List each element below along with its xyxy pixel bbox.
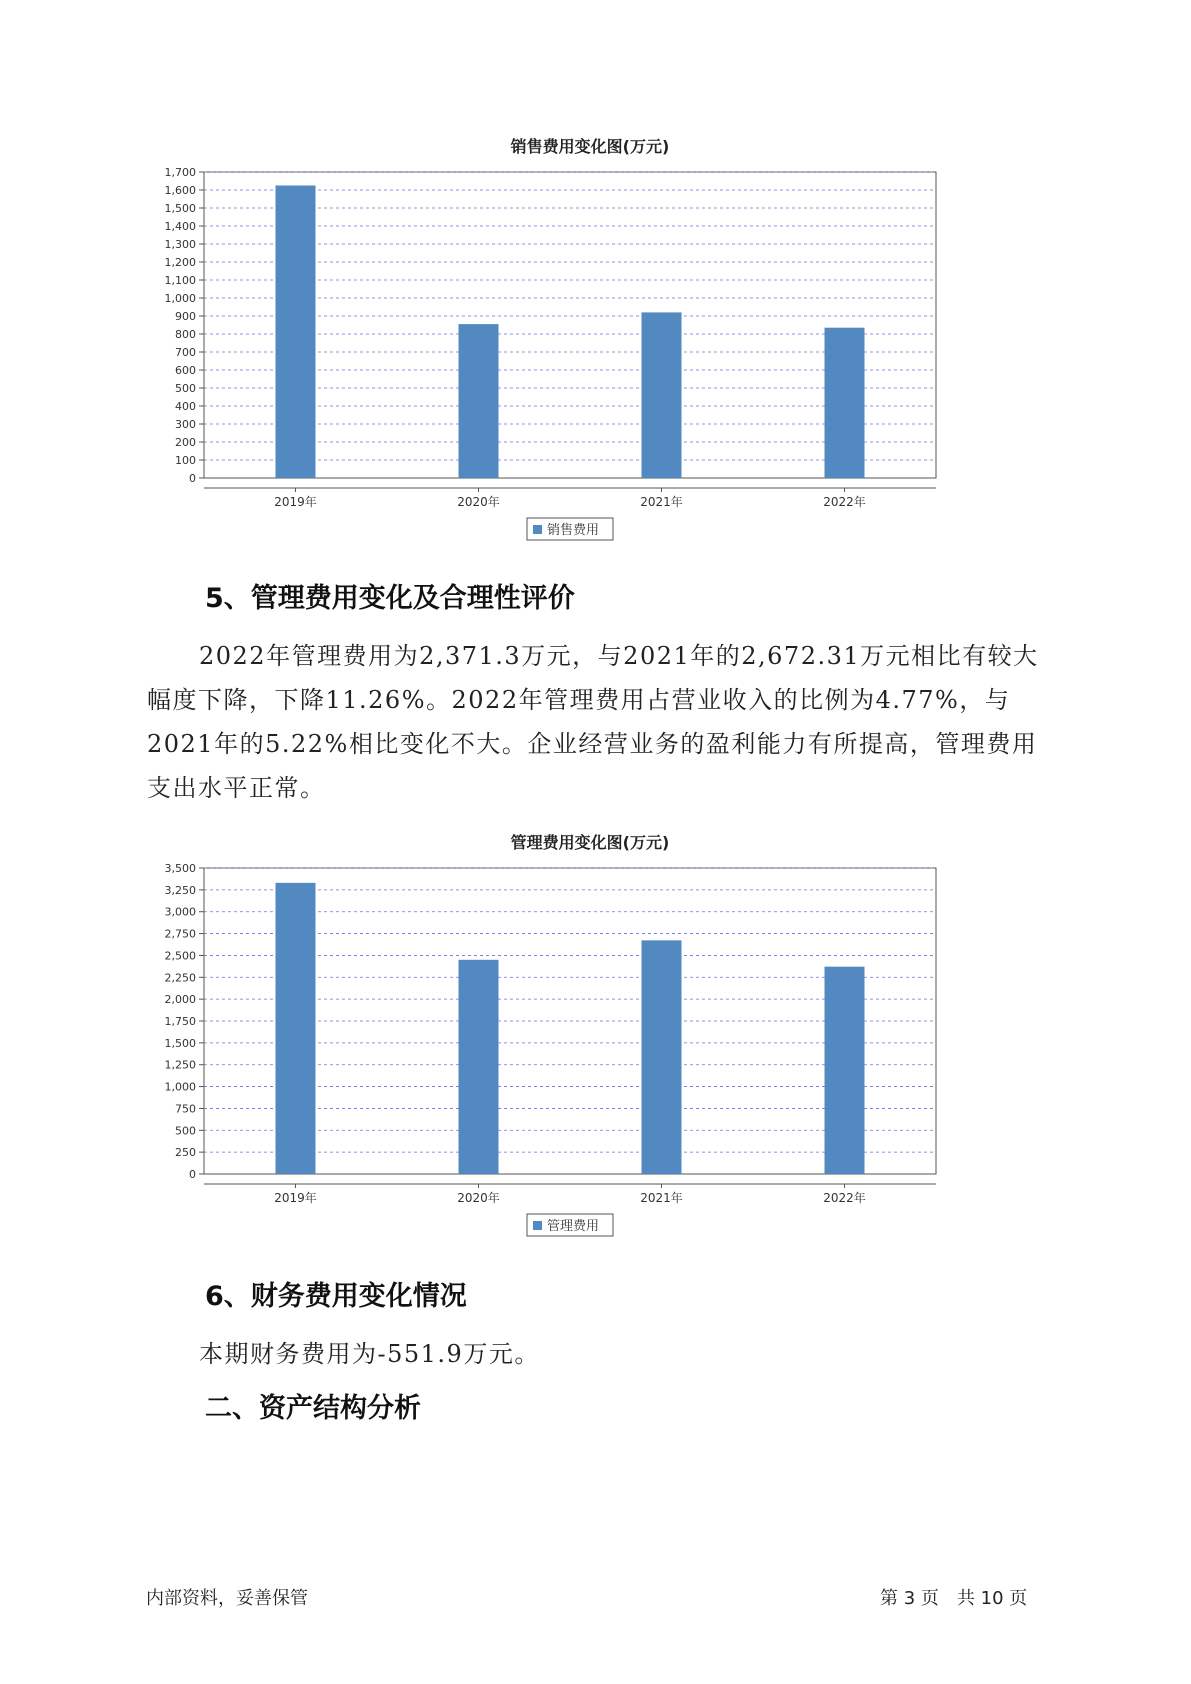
x-tick-label: 2021年	[640, 495, 683, 509]
legend-label: 管理费用	[547, 1219, 600, 1234]
x-tick-label: 2022年	[823, 1191, 866, 1205]
y-tick-label: 1,700	[164, 166, 196, 179]
y-tick-label: 700	[175, 346, 196, 359]
y-tick-label: 400	[175, 400, 196, 413]
bar	[642, 940, 682, 1174]
y-tick-label: 2,500	[164, 949, 196, 963]
chart-title: 管理费用变化图(万元)	[510, 833, 670, 852]
y-tick-label: 250	[175, 1146, 196, 1160]
x-tick-label: 2021年	[640, 1191, 683, 1205]
y-tick-label: 1,500	[164, 1036, 196, 1050]
bar	[459, 960, 499, 1174]
y-tick-label: 2,000	[164, 993, 196, 1007]
y-tick-label: 0	[189, 472, 196, 485]
chart-title: 销售费用变化图(万元)	[510, 137, 670, 156]
y-tick-label: 1,100	[164, 274, 196, 287]
y-tick-label: 300	[175, 418, 196, 431]
y-tick-label: 3,000	[164, 905, 196, 919]
x-tick-label: 2019年	[274, 1191, 317, 1205]
y-tick-label: 1,200	[164, 256, 196, 269]
y-tick-label: 1,300	[164, 238, 196, 251]
y-tick-label: 500	[175, 382, 196, 395]
bar	[276, 883, 316, 1174]
y-tick-label: 1,000	[164, 1080, 196, 1094]
x-tick-label: 2022年	[823, 495, 866, 509]
x-tick-label: 2020年	[457, 495, 500, 509]
section6-heading: 6、财务费用变化情况	[205, 1281, 467, 1312]
footer-right: 第 3 页 共 10 页	[880, 1588, 1028, 1609]
x-tick-label: 2019年	[274, 495, 317, 509]
bar	[642, 312, 682, 478]
y-tick-label: 900	[175, 310, 196, 323]
section5-text: 2022年管理费用为2,371.3万元，与2021年的2,672.31万元相比有较大幅度下降，下降11.26%。2022年管理费用占营业收入的比例为4.77%，与2021年的5.22%相比变化不大。企业经营业务的盈利能力有所提高，管理费用支出水平正常。	[147, 642, 1039, 802]
y-tick-label: 1,000	[164, 292, 196, 305]
legend-swatch	[533, 525, 542, 534]
sales-expense-chart	[150, 130, 1030, 550]
y-tick-label: 1,250	[164, 1058, 196, 1072]
section6-paragraph	[147, 1332, 1057, 1376]
bar	[276, 186, 316, 479]
chart-svg	[150, 130, 1030, 550]
bar	[825, 967, 865, 1174]
bar	[459, 324, 499, 478]
bar	[825, 328, 865, 478]
y-tick-label: 2,250	[164, 971, 196, 985]
legend-swatch	[533, 1221, 542, 1230]
section5-paragraph	[147, 634, 1057, 810]
y-tick-label: 0	[189, 1168, 196, 1181]
y-tick-label: 1,500	[164, 202, 196, 215]
y-tick-label: 750	[175, 1102, 196, 1116]
section-two-heading: 二、资产结构分析	[205, 1393, 421, 1424]
y-tick-label: 1,750	[164, 1015, 196, 1028]
y-tick-label: 1,400	[164, 220, 196, 233]
section6-text: 本期财务费用为-551.9万元。	[199, 1340, 540, 1368]
x-tick-label: 2020年	[457, 1191, 500, 1205]
y-tick-label: 2,750	[164, 927, 196, 941]
y-tick-label: 1,600	[164, 184, 196, 197]
chart-svg	[150, 826, 1030, 1246]
y-tick-label: 800	[175, 328, 196, 341]
section5-heading: 5、管理费用变化及合理性评价	[205, 583, 575, 614]
admin-expense-chart	[150, 826, 1030, 1246]
legend-label: 销售费用	[547, 523, 600, 538]
y-tick-label: 3,500	[164, 862, 196, 875]
y-tick-label: 3,250	[164, 883, 196, 897]
y-tick-label: 500	[175, 1124, 196, 1138]
y-tick-label: 200	[175, 436, 196, 449]
y-tick-label: 100	[175, 454, 196, 467]
y-tick-label: 600	[175, 364, 196, 377]
footer-left: 内部资料，妥善保管	[146, 1588, 308, 1609]
